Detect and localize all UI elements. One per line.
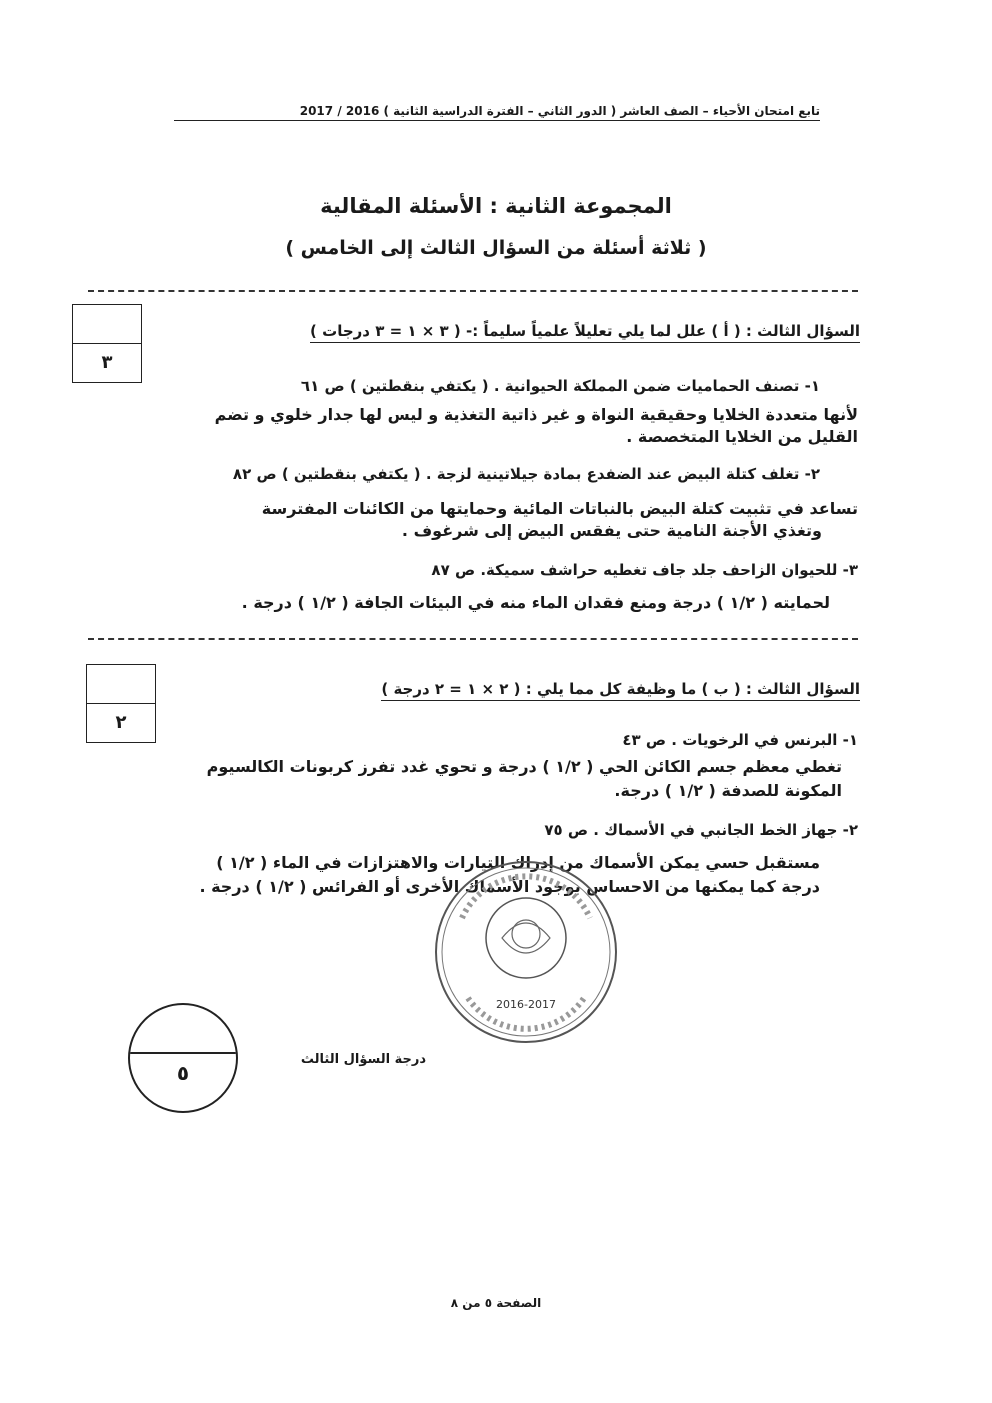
exam-header: تابع امتحان الأحياء – الصف العاشر ( الدور الثاني – الفترة الدراسية الثانية ) 2016 / 2017 bbox=[174, 104, 820, 121]
q3b-item-1-answer-line-2: المكونة للصدفة ( ١/٢ ) درجة. bbox=[614, 781, 842, 800]
total-grade-divider bbox=[130, 1052, 236, 1054]
q3a-grade-box bbox=[72, 304, 142, 383]
group-subtitle: ( ثلاثة أسئلة من السؤال الثالث إلى الخامس ) bbox=[285, 237, 707, 259]
total-grade-max: ٥ bbox=[176, 1061, 190, 1085]
q3a-item-2-answer-line-2: وتغذي الأجنة النامية حتى يفقس البيض إلى شرغوف . bbox=[401, 521, 822, 540]
q3a-heading bbox=[310, 322, 860, 340]
q3b-grade-box bbox=[86, 664, 156, 743]
q3b-grade-max: ٢ bbox=[87, 703, 155, 742]
q3b-item-2-answer-line-2: درجة كما يمكنها من الاحساس بوجود الأسماك الأخرى أو الفرائس ( ١/٢ ) درجة . bbox=[199, 877, 820, 896]
page-number: الصفحة ٥ من ٨ bbox=[450, 1296, 542, 1310]
official-seal-icon bbox=[432, 858, 620, 1046]
q3a-grade-awarded bbox=[73, 305, 141, 343]
q3b-item-1-question: ١- البرنس في الرخويات . ص ٤٣ bbox=[622, 731, 858, 749]
section-divider bbox=[88, 290, 858, 292]
q3b-heading bbox=[381, 680, 860, 698]
q3a-item-1-question: ١- تصنف الحماميات ضمن المملكة الحيوانية . ( يكتفي بنقطتين ) ص ٦١ bbox=[300, 377, 820, 395]
section-divider bbox=[88, 638, 858, 640]
q3a-item-3-question: ٣- للحيوان الزاحف جلد جاف تغطيه حراشف سميكة. ص ٨٧ bbox=[431, 561, 858, 579]
q3b-grade-awarded bbox=[87, 665, 155, 703]
group-title: المجموعة الثانية : الأسئلة المقالية bbox=[320, 194, 672, 218]
q3a-item-2-question: ٢- تغلف كتلة البيض عند الضفدع بمادة جيلاتينية لزجة . ( يكتفي بنقطتين ) ص ٨٢ bbox=[232, 465, 820, 483]
q3a-item-1-answer-line-1: لأنها متعددة الخلايا وحقيقية النواة و غير ذاتية التغذية و ليس لها جدار خلوي و تضم bbox=[214, 405, 858, 424]
q3a-item-1-answer-line-2: القليل من الخلايا المتخصصة . bbox=[626, 427, 858, 446]
q3b-item-1-answer-line-1: تغطي معظم جسم الكائن الحي ( ١/٢ ) درجة و تحوي غدد تفرز كربونات الكالسيوم bbox=[206, 757, 842, 776]
q3b-item-2-answer-line-1: مستقبل حسي يمكن الأسماك من إدراك التيارات والاهتزازات في الماء ( ١/٢ ) bbox=[216, 853, 820, 872]
q3b-item-2-question: ٢- جهاز الخط الجانبي في الأسماك . ص ٧٥ bbox=[544, 821, 858, 839]
q3a-item-2-answer-line-1: تساعد في تثبيت كتلة البيض بالنباتات المائية وحمايتها من الكائنات المفترسة bbox=[261, 499, 858, 518]
q3a-grade-max: ٣ bbox=[73, 343, 141, 382]
total-grade-label: درجة السؤال الثالث bbox=[300, 1052, 426, 1067]
q3a-heading-text: السؤال الثالث : ( أ ) علل لما يلي تعليلاً علمياً سليماً :- ( ٣ × ١ = ٣ درجات ) bbox=[310, 322, 860, 343]
total-grade-circle bbox=[128, 1003, 238, 1113]
seal-year: 2016-2017 bbox=[496, 998, 556, 1011]
q3a-item-3-answer-line-1: لحمايته ( ١/٢ ) درجة ومنع فقدان الماء منه في البيئات الجافة ( ١/٢ ) درجة . bbox=[241, 593, 830, 612]
q3b-heading-text: السؤال الثالث : ( ب ) ما وظيفة كل مما يلي : ( ٢ × ١ = ٢ درجة ) bbox=[381, 680, 860, 701]
